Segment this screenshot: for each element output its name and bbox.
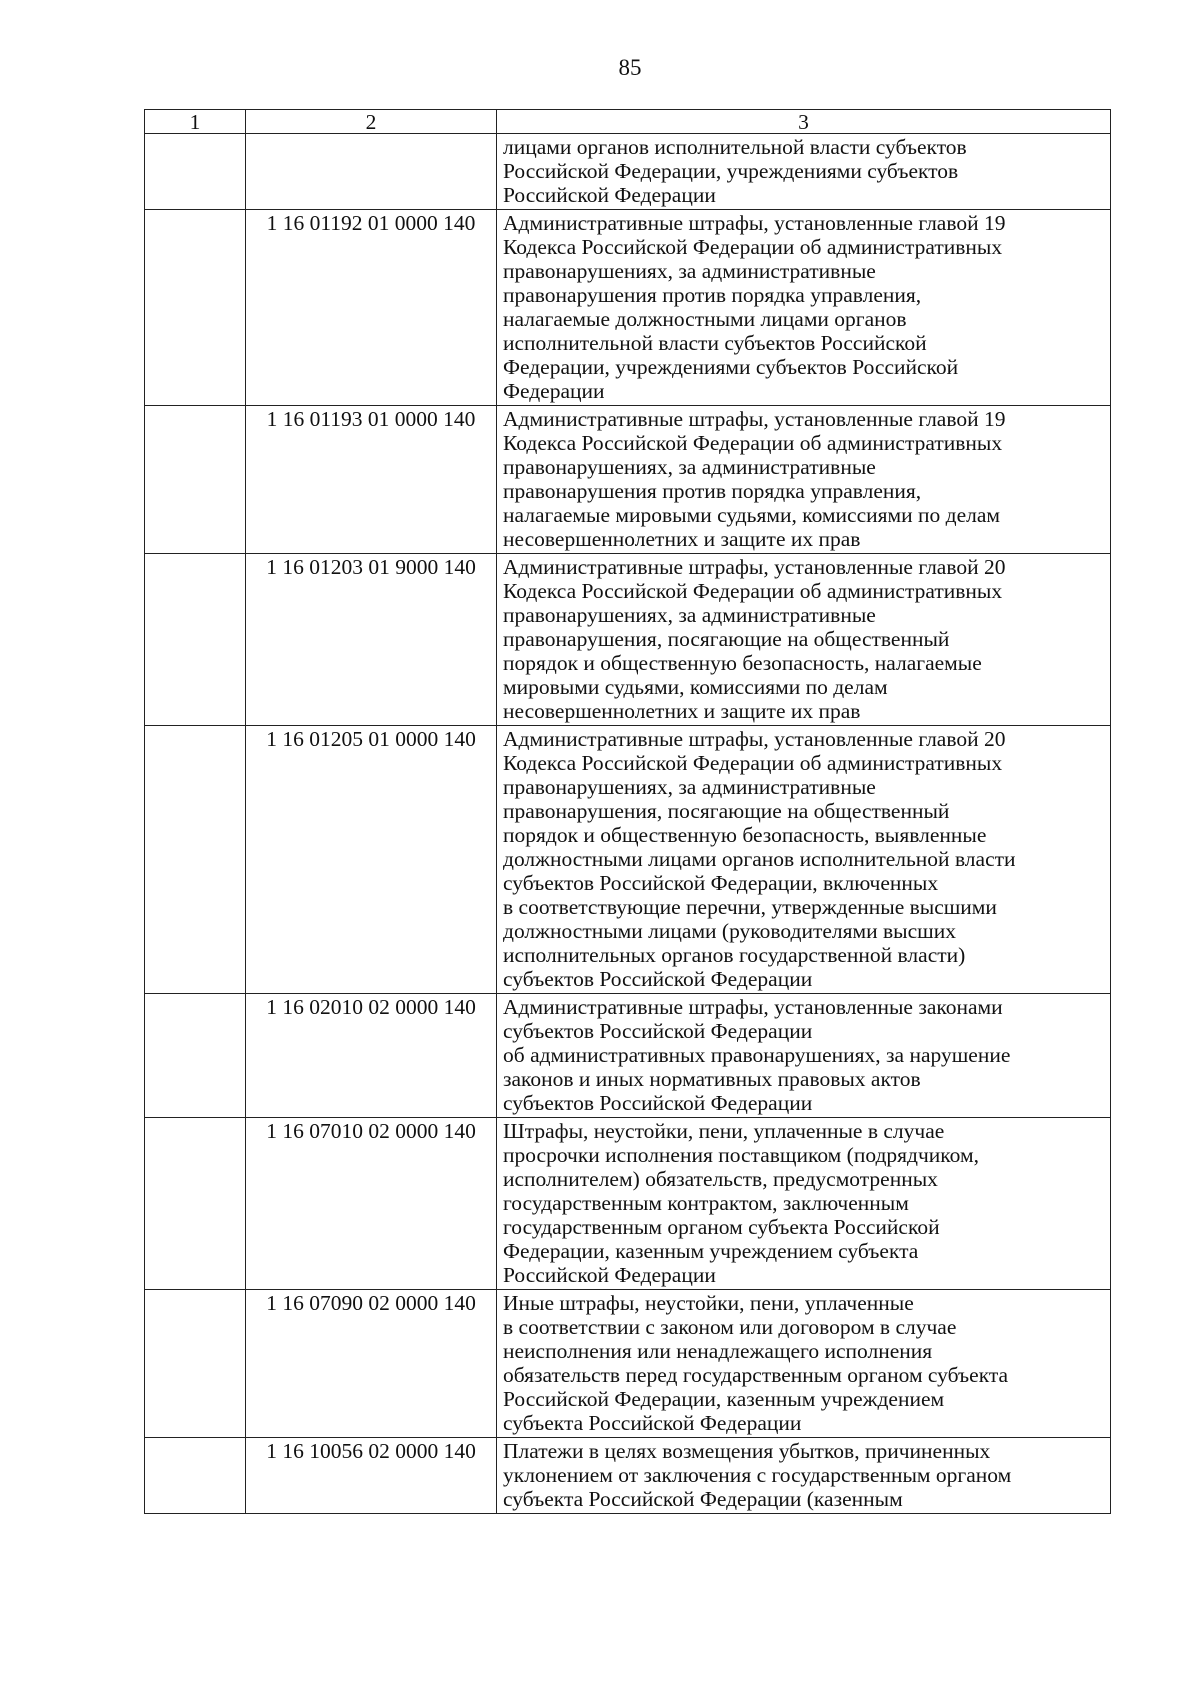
description-line: неисполнения или ненадлежащего исполнения — [503, 1339, 933, 1363]
row-number-cell — [145, 1290, 246, 1438]
description-cell — [497, 406, 1111, 554]
description-line: Кодекса Российской Федерации об административных — [503, 431, 1003, 455]
budget-classification-table — [144, 109, 1111, 1514]
description-line: Штрафы, неустойки, пени, уплаченные в случае — [503, 1119, 945, 1143]
row-number-cell — [145, 210, 246, 406]
description-line: об административных правонарушениях, за нарушение — [503, 1043, 1011, 1067]
description-line: лицами органов исполнительной власти субъектов — [503, 135, 967, 159]
description-line: субъекта Российской Федерации (казенным — [503, 1487, 903, 1511]
description-line: Административные штрафы, установленные главой 20 — [503, 555, 1006, 579]
description-line: Российской Федерации — [503, 183, 716, 207]
budget-code-cell: 1 16 01193 01 0000 140 — [246, 406, 497, 554]
row-number-cell — [145, 554, 246, 726]
description-line: правонарушениях, за административные — [503, 259, 876, 283]
description-cell — [497, 210, 1111, 406]
table-row — [145, 1118, 1111, 1290]
table-row — [145, 994, 1111, 1118]
row-number-cell — [145, 134, 246, 210]
row-number-cell — [145, 994, 246, 1118]
description-line: в соответствии с законом или договором в случае — [503, 1315, 957, 1339]
row-number-cell — [145, 726, 246, 994]
budget-code-cell — [246, 134, 497, 210]
description-line: налагаемые мировыми судьями, комиссиями по делам — [503, 503, 1000, 527]
description-line: Кодекса Российской Федерации об административных — [503, 235, 1003, 259]
table-row — [145, 726, 1111, 994]
description-line: просрочки исполнения поставщиком (подрядчиком, — [503, 1143, 979, 1167]
description-line: исполнительных органов государственной власти) — [503, 943, 966, 967]
description-line: Российской Федерации, учреждениями субъектов — [503, 159, 959, 183]
budget-code-cell: 1 16 01205 01 0000 140 — [246, 726, 497, 994]
table-body — [145, 134, 1111, 1514]
description-line: законов и иных нормативных правовых актов — [503, 1067, 921, 1091]
budget-code-cell: 1 16 01192 01 0000 140 — [246, 210, 497, 406]
description-line: должностными лицами органов исполнительной власти — [503, 847, 1016, 871]
description-line: Административные штрафы, установленные главой 19 — [503, 407, 1006, 431]
description-cell — [497, 1118, 1111, 1290]
description-line: правонарушения против порядка управления, — [503, 283, 922, 307]
column-header-3: 3 — [497, 110, 1111, 134]
description-line: Федерации — [503, 379, 605, 403]
row-number-cell — [145, 1438, 246, 1514]
column-header-1: 1 — [145, 110, 246, 134]
table-row — [145, 1290, 1111, 1438]
description-line: уклонением от заключения с государственным органом — [503, 1463, 1012, 1487]
description-line: мировыми судьями, комиссиями по делам — [503, 675, 888, 699]
page-number: 85 — [618, 55, 642, 80]
description-line: Кодекса Российской Федерации об административных — [503, 579, 1003, 603]
description-line: Федерации, казенным учреждением субъекта — [503, 1239, 919, 1263]
row-number-cell — [145, 406, 246, 554]
description-line: в соответствующие перечни, утвержденные высшими — [503, 895, 997, 919]
description-line: субъектов Российской Федерации — [503, 1019, 813, 1043]
table-row — [145, 210, 1111, 406]
description-cell — [497, 726, 1111, 994]
description-line: налагаемые должностными лицами органов — [503, 307, 907, 331]
description-line: должностными лицами (руководителями высших — [503, 919, 956, 943]
description-line: субъектов Российской Федерации — [503, 967, 813, 991]
budget-code-cell: 1 16 01203 01 9000 140 — [246, 554, 497, 726]
description-line: правонарушения против порядка управления, — [503, 479, 922, 503]
table-row — [145, 1438, 1111, 1514]
description-line: несовершеннолетних и защите их прав — [503, 699, 861, 723]
budget-code-cell: 1 16 07090 02 0000 140 — [246, 1290, 497, 1438]
description-line: правонарушения, посягающие на общественный — [503, 799, 950, 823]
description-line: исполнительной власти субъектов Российской — [503, 331, 927, 355]
description-line: Административные штрафы, установленные главой 20 — [503, 727, 1006, 751]
description-cell — [497, 1290, 1111, 1438]
description-cell — [497, 994, 1111, 1118]
table-row — [145, 134, 1111, 210]
description-line: Российской Федерации, казенным учреждением — [503, 1387, 945, 1411]
description-line: государственным органом субъекта Российской — [503, 1215, 940, 1239]
description-line: Российской Федерации — [503, 1263, 716, 1287]
description-cell — [497, 134, 1111, 210]
table-header-row — [145, 110, 1111, 134]
description-line: исполнителем) обязательств, предусмотренных — [503, 1167, 938, 1191]
description-line: субъектов Российской Федерации, включенных — [503, 871, 939, 895]
row-number-cell — [145, 1118, 246, 1290]
description-line: правонарушениях, за административные — [503, 455, 876, 479]
description-line: правонарушения, посягающие на общественный — [503, 627, 950, 651]
column-header-2: 2 — [246, 110, 497, 134]
budget-code-cell: 1 16 02010 02 0000 140 — [246, 994, 497, 1118]
budget-code-cell: 1 16 10056 02 0000 140 — [246, 1438, 497, 1514]
description-cell — [497, 1438, 1111, 1514]
description-cell — [497, 554, 1111, 726]
description-line: Федерации, учреждениями субъектов Российской — [503, 355, 959, 379]
description-line: правонарушениях, за административные — [503, 775, 876, 799]
description-line: Кодекса Российской Федерации об административных — [503, 751, 1003, 775]
budget-code-cell: 1 16 07010 02 0000 140 — [246, 1118, 497, 1290]
description-line: несовершеннолетних и защите их прав — [503, 527, 861, 551]
description-line: государственным контрактом, заключенным — [503, 1191, 909, 1215]
table-row — [145, 554, 1111, 726]
table-row — [145, 406, 1111, 554]
description-line: субъектов Российской Федерации — [503, 1091, 813, 1115]
description-line: правонарушениях, за административные — [503, 603, 876, 627]
description-line: порядок и общественную безопасность, налагаемые — [503, 651, 982, 675]
description-line: Административные штрафы, установленные законами — [503, 995, 1003, 1019]
description-line: Платежи в целях возмещения убытков, причиненных — [503, 1439, 991, 1463]
description-line: Иные штрафы, неустойки, пени, уплаченные — [503, 1291, 914, 1315]
description-line: обязательств перед государственным органом субъекта — [503, 1363, 1009, 1387]
description-line: порядок и общественную безопасность, выявленные — [503, 823, 987, 847]
description-line: Административные штрафы, установленные главой 19 — [503, 211, 1006, 235]
description-line: субъекта Российской Федерации — [503, 1411, 802, 1435]
